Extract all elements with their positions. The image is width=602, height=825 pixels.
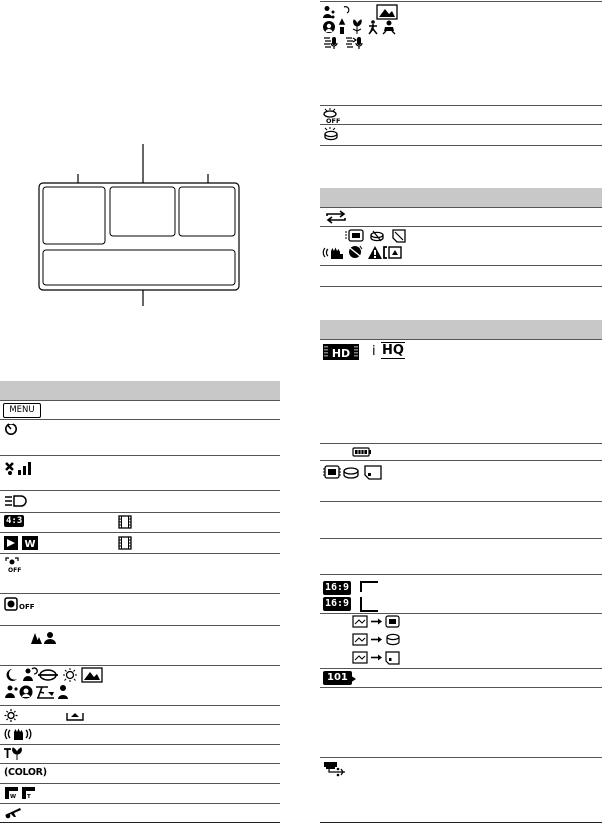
svg-text:W: W bbox=[24, 539, 36, 550]
svg-text:OFF: OFF bbox=[8, 567, 22, 574]
bracket-wide-icon bbox=[358, 580, 380, 614]
right-row-divider bbox=[320, 757, 602, 758]
right-row-divider bbox=[320, 265, 602, 266]
aspect-16-9-icon-2: 16:9 bbox=[325, 598, 350, 609]
right-row-divider bbox=[320, 105, 602, 106]
left-row-divider bbox=[0, 705, 280, 706]
svg-text:OFF: OFF bbox=[19, 603, 35, 611]
left-row-divider bbox=[0, 744, 280, 745]
right-row-divider bbox=[320, 443, 602, 444]
left-row-divider bbox=[0, 455, 280, 456]
right-row-divider bbox=[320, 286, 602, 287]
right-row-divider bbox=[320, 613, 602, 614]
right-row-divider bbox=[320, 687, 602, 688]
recording-media-icons bbox=[323, 465, 385, 481]
right-row-divider bbox=[320, 538, 602, 539]
copy-to-internal-icon bbox=[352, 615, 402, 629]
right-row-divider bbox=[320, 574, 602, 575]
left-row-divider bbox=[0, 512, 280, 513]
right-top-rule bbox=[320, 1, 602, 2]
right-row-divider bbox=[320, 145, 602, 146]
left-row-divider bbox=[0, 665, 280, 666]
left-row-divider bbox=[0, 724, 280, 725]
left-table-header bbox=[0, 381, 280, 400]
right-table-header bbox=[320, 188, 602, 207]
right-row-divider bbox=[320, 207, 602, 208]
wide-mode-icons bbox=[4, 536, 42, 550]
folder-101-icon: 101 bbox=[323, 671, 352, 685]
wind-mic-icons bbox=[323, 36, 373, 51]
usb-connection-icon bbox=[323, 761, 347, 779]
left-row-divider bbox=[0, 400, 280, 401]
smile-shutter-off-icon bbox=[4, 597, 38, 611]
right-row-divider bbox=[320, 460, 602, 461]
fader-icons bbox=[4, 786, 38, 800]
svg-text:OFF: OFF bbox=[326, 117, 341, 125]
left-table-bottom bbox=[0, 822, 280, 823]
left-row-divider bbox=[0, 532, 280, 533]
warning-icons-row bbox=[323, 245, 433, 261]
left-row-divider bbox=[0, 625, 280, 626]
left-row-divider bbox=[0, 803, 280, 804]
white-balance-icons bbox=[4, 709, 84, 722]
right-row-divider bbox=[320, 124, 602, 125]
airplane-mode-icon bbox=[4, 805, 22, 819]
screen-layout-diagram bbox=[30, 140, 250, 310]
battery-icon bbox=[352, 447, 372, 457]
hq-icon: HQ bbox=[382, 343, 404, 358]
repeat-playback-icon bbox=[323, 210, 349, 224]
left-row-divider bbox=[0, 783, 280, 784]
hq-prefix: i bbox=[372, 344, 376, 359]
right-table-header-2 bbox=[320, 320, 602, 339]
hdd-icon bbox=[323, 127, 341, 141]
left-row-divider bbox=[0, 763, 280, 764]
tele-macro-icon bbox=[4, 747, 24, 761]
gps-signal-icon bbox=[4, 460, 34, 476]
aspect-4-3-icon: 4:3 bbox=[6, 516, 23, 526]
steadyshot-icon bbox=[4, 727, 32, 741]
play-arrow-icon bbox=[349, 675, 357, 683]
svg-text:HD: HD bbox=[331, 347, 351, 360]
color-icon: (COLOR) bbox=[4, 767, 47, 778]
right-row-divider bbox=[320, 226, 602, 227]
film-icon bbox=[118, 536, 132, 550]
copy-to-hdd-icon bbox=[352, 633, 402, 647]
right-row-divider bbox=[320, 339, 602, 340]
left-row-divider bbox=[0, 593, 280, 594]
left-row-divider bbox=[0, 553, 280, 554]
color-label: COLOR bbox=[8, 767, 43, 778]
video-light-icon bbox=[4, 494, 26, 508]
left-row-divider bbox=[0, 490, 280, 491]
left-row-divider bbox=[0, 419, 280, 420]
scene-selection-icons bbox=[4, 668, 106, 702]
film-icon bbox=[118, 515, 132, 529]
right-table-bottom bbox=[320, 822, 602, 823]
aspect-16-9-icon: 16:9 bbox=[325, 582, 350, 593]
face-detection-off-icon bbox=[4, 557, 22, 573]
scene-people-icons bbox=[30, 631, 56, 645]
self-timer-icon bbox=[4, 422, 18, 436]
hd-quality-icon bbox=[323, 344, 359, 360]
scene-mode-icons-row2 bbox=[323, 20, 423, 35]
right-row-divider bbox=[320, 668, 602, 669]
menu-icon: MENU bbox=[3, 403, 41, 418]
svg-text:T: T bbox=[27, 794, 31, 800]
disc-recording-off-icon bbox=[323, 108, 345, 124]
copy-to-card-icon bbox=[352, 651, 402, 665]
scene-mode-icons-row1 bbox=[323, 5, 443, 20]
media-icons-row bbox=[345, 229, 415, 243]
svg-text:W: W bbox=[10, 794, 17, 800]
right-row-divider bbox=[320, 501, 602, 502]
